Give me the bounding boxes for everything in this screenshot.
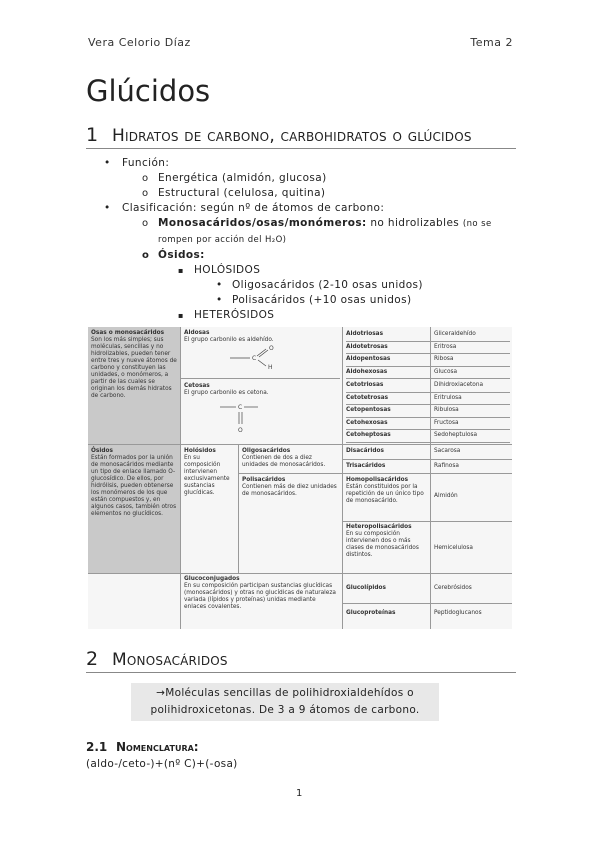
aldose-row-example: Eritrosa — [434, 343, 457, 350]
header-topic: Tema 2 — [470, 36, 513, 49]
glucolipidos-label: Glucolípidos — [346, 585, 386, 591]
aldosas-title: Aldosas — [184, 330, 210, 336]
poli-text: Contienen más de diez unidades de monosacáridos. — [242, 484, 337, 497]
glucoconjugados-cell — [184, 576, 339, 611]
page-number: 1 — [296, 788, 303, 799]
aldoses-examples — [346, 329, 510, 379]
list-item-monosacaridos — [86, 216, 526, 248]
ketose-row-type: Cetoheptosas — [346, 432, 391, 439]
homopoli-text: Están constituidos por la repetición de un único tipo de monosacárido. — [346, 484, 424, 504]
homopoli-title: Homopolisacáridos — [346, 477, 409, 483]
glucolipidos-example: Cerebrósidos — [434, 585, 472, 591]
aldo-rows — [346, 329, 510, 379]
holosidos-text: En su composición intervienen exclusivamente sustancias glucídicas. — [184, 455, 230, 496]
ketoses-examples — [346, 380, 510, 443]
homopoli-example: Almidón — [434, 493, 458, 499]
subsection-2-1-number: 2.1 — [86, 740, 108, 754]
ketose-row — [346, 418, 510, 431]
glucoproteinas-example: Peptidoglucanos — [434, 610, 482, 616]
osas-title: Osas o monosacáridos — [91, 330, 165, 336]
trisacaridos-example: Rafinosa — [434, 463, 459, 469]
aldosas-cell — [184, 330, 339, 373]
holosidos-cell — [184, 448, 236, 497]
ketose-row-type: Cetopentosas — [346, 407, 391, 414]
oligo-text: Contienen de dos a diez unidades de monosacáridos. — [242, 455, 326, 468]
svg-text:O: O — [269, 345, 274, 352]
ketose-row-type: Cetohexosas — [346, 419, 388, 426]
osidos-text: Están formados por la unión de monosacáridos mediante un tipo de enlace llamado O-glucosídico. De ellos, por hidrólisis, pueden obtenerse los monómeros de los que están compuestos y, en algunos casos, también otros elementos no glucídicos. — [91, 455, 177, 517]
subsection-2-1-title: Nomenclatura: — [116, 740, 199, 754]
ketose-row-example: Fructosa — [434, 419, 459, 426]
nomenclature-formula: (aldo-/ceto-)+(nº C)+(-osa) — [86, 758, 238, 770]
ketose-row — [346, 405, 510, 418]
list-item: • Polisacáridos (+10 osas unidos) — [86, 293, 526, 308]
ketose-row-type: Cetotetrosas — [346, 394, 389, 401]
svg-text:C: C — [238, 404, 243, 411]
mono-rest: no hidrolizables — [366, 217, 463, 229]
heteropoli-cell — [346, 524, 428, 559]
section-1-number: 1 — [86, 124, 99, 146]
cetosas-text: El grupo carbonilo es cetona. — [184, 390, 269, 396]
oligo-title: Oligosacáridos — [242, 448, 291, 454]
classification-list — [86, 156, 526, 323]
aldosas-text: El grupo carbonilo es aldehído. — [184, 337, 274, 343]
aldose-row — [346, 354, 510, 367]
section-1-title: Hidratos de carbono, carbohidratos o glúcidos — [112, 126, 472, 146]
svg-text:H: H — [268, 364, 273, 370]
list-item: o Estructural (celulosa, quitina) — [86, 186, 526, 201]
section-2-title: Monosacáridos — [112, 650, 228, 670]
section-2-number: 2 — [86, 648, 99, 670]
ketose-row — [346, 393, 510, 406]
subsection-2-1-heading — [86, 740, 199, 754]
mono-bold: Monosacáridos/osas/monómeros: — [158, 217, 367, 229]
list-item: • Oligosacáridos (2-10 osas unidos) — [86, 278, 526, 293]
cetosas-title: Cetosas — [184, 383, 210, 389]
ketose-row — [346, 430, 510, 443]
aldehyde-group-icon — [224, 344, 294, 370]
definition-box: →Moléculas sencillas de polihidroxialdehídos o polihidroxicetonas. De 3 a 9 átomos de carbono. — [131, 683, 439, 721]
aldose-row-type: Aldotriosas — [346, 331, 384, 338]
section-1-heading — [86, 124, 516, 149]
glucoconj-title: Glucoconjugados — [184, 576, 240, 582]
classification-table — [88, 327, 512, 629]
osas-text: Son los más simples; sus moléculas, sencillas y no hidrolizables, pueden tener entre tres y nueve átomos de carbono y constituyen las unidades, o monómeros, a partir de las cuales se originan los demás hidratos de carbono. — [91, 337, 177, 399]
list-item: o Ósidos: — [86, 248, 526, 263]
page-title: Glúcidos — [86, 74, 211, 108]
aldose-row-example: Glucosa — [434, 368, 458, 375]
list-item: • Función: — [86, 156, 526, 171]
osas-cell — [91, 330, 177, 400]
ketose-row-example: Ribulosa — [434, 407, 459, 414]
section-2-heading — [86, 648, 516, 673]
heteropoli-title: Heteropolisacáridos — [346, 524, 412, 530]
heteropoli-text: En su composición intervienen dos o más clases de monosacáridos distintos. — [346, 531, 419, 558]
aldose-row-type: Aldopentosas — [346, 356, 391, 363]
heteropoli-example: Hemicelulosa — [434, 545, 473, 551]
oligosacaridos-cell — [242, 448, 340, 469]
polisacaridos-cell — [242, 477, 340, 498]
glucoconj-text: En su composición participan sustancias glucídicas (monosacáridos) y otras no glucídicas de naturaleza variada (lípidos y proteínas) unidas mediante enlaces covalentes. — [184, 583, 336, 610]
ketone-group-icon — [212, 397, 282, 437]
ketose-row-example: Eritrulosa — [434, 394, 462, 401]
osidos-cell — [91, 448, 177, 518]
glucoproteinas-label: Glucoproteínas — [346, 610, 396, 616]
disacaridos-label: Disacáridos — [346, 448, 384, 454]
disacaridos-example: Sacarosa — [434, 448, 461, 454]
list-item: • Clasificación: según nº de átomos de carbono: — [86, 201, 526, 216]
aldose-row — [346, 342, 510, 355]
aldose-row-type: Aldohexosas — [346, 368, 388, 375]
aldose-row-example: Gliceraldehído — [434, 331, 476, 338]
ketose-row-example: Sedoheptulosa — [434, 432, 478, 439]
svg-text:C: C — [252, 355, 257, 362]
ketose-row-type: Cetotriosas — [346, 382, 384, 389]
mono-note: (no se rompen por acción del H₂O) — [158, 219, 492, 245]
ketose-row — [346, 380, 510, 393]
holosidos-title: Holósidos — [184, 448, 216, 454]
ketose-row-example: Dihidroxiacetona — [434, 382, 484, 389]
list-item: o Energética (almidón, glucosa) — [86, 171, 526, 186]
header-author: Vera Celorio Díaz — [88, 36, 191, 49]
ceto-rows — [346, 380, 510, 443]
svg-text:O: O — [238, 427, 243, 434]
aldose-row-example: Ribosa — [434, 356, 454, 363]
poli-title: Polisacáridos — [242, 477, 286, 483]
list-item: ▪ HETERÓSIDOS — [86, 308, 526, 323]
trisacaridos-label: Trisacáridos — [346, 463, 386, 469]
aldose-row-type: Aldotetrosas — [346, 343, 388, 350]
list-item: ▪ HOLÓSIDOS — [86, 263, 526, 278]
aldose-row — [346, 367, 510, 380]
aldose-row — [346, 329, 510, 342]
homopoli-cell — [346, 477, 428, 505]
osidos-title: Ósidos — [91, 448, 113, 454]
cetosas-cell — [184, 383, 339, 440]
